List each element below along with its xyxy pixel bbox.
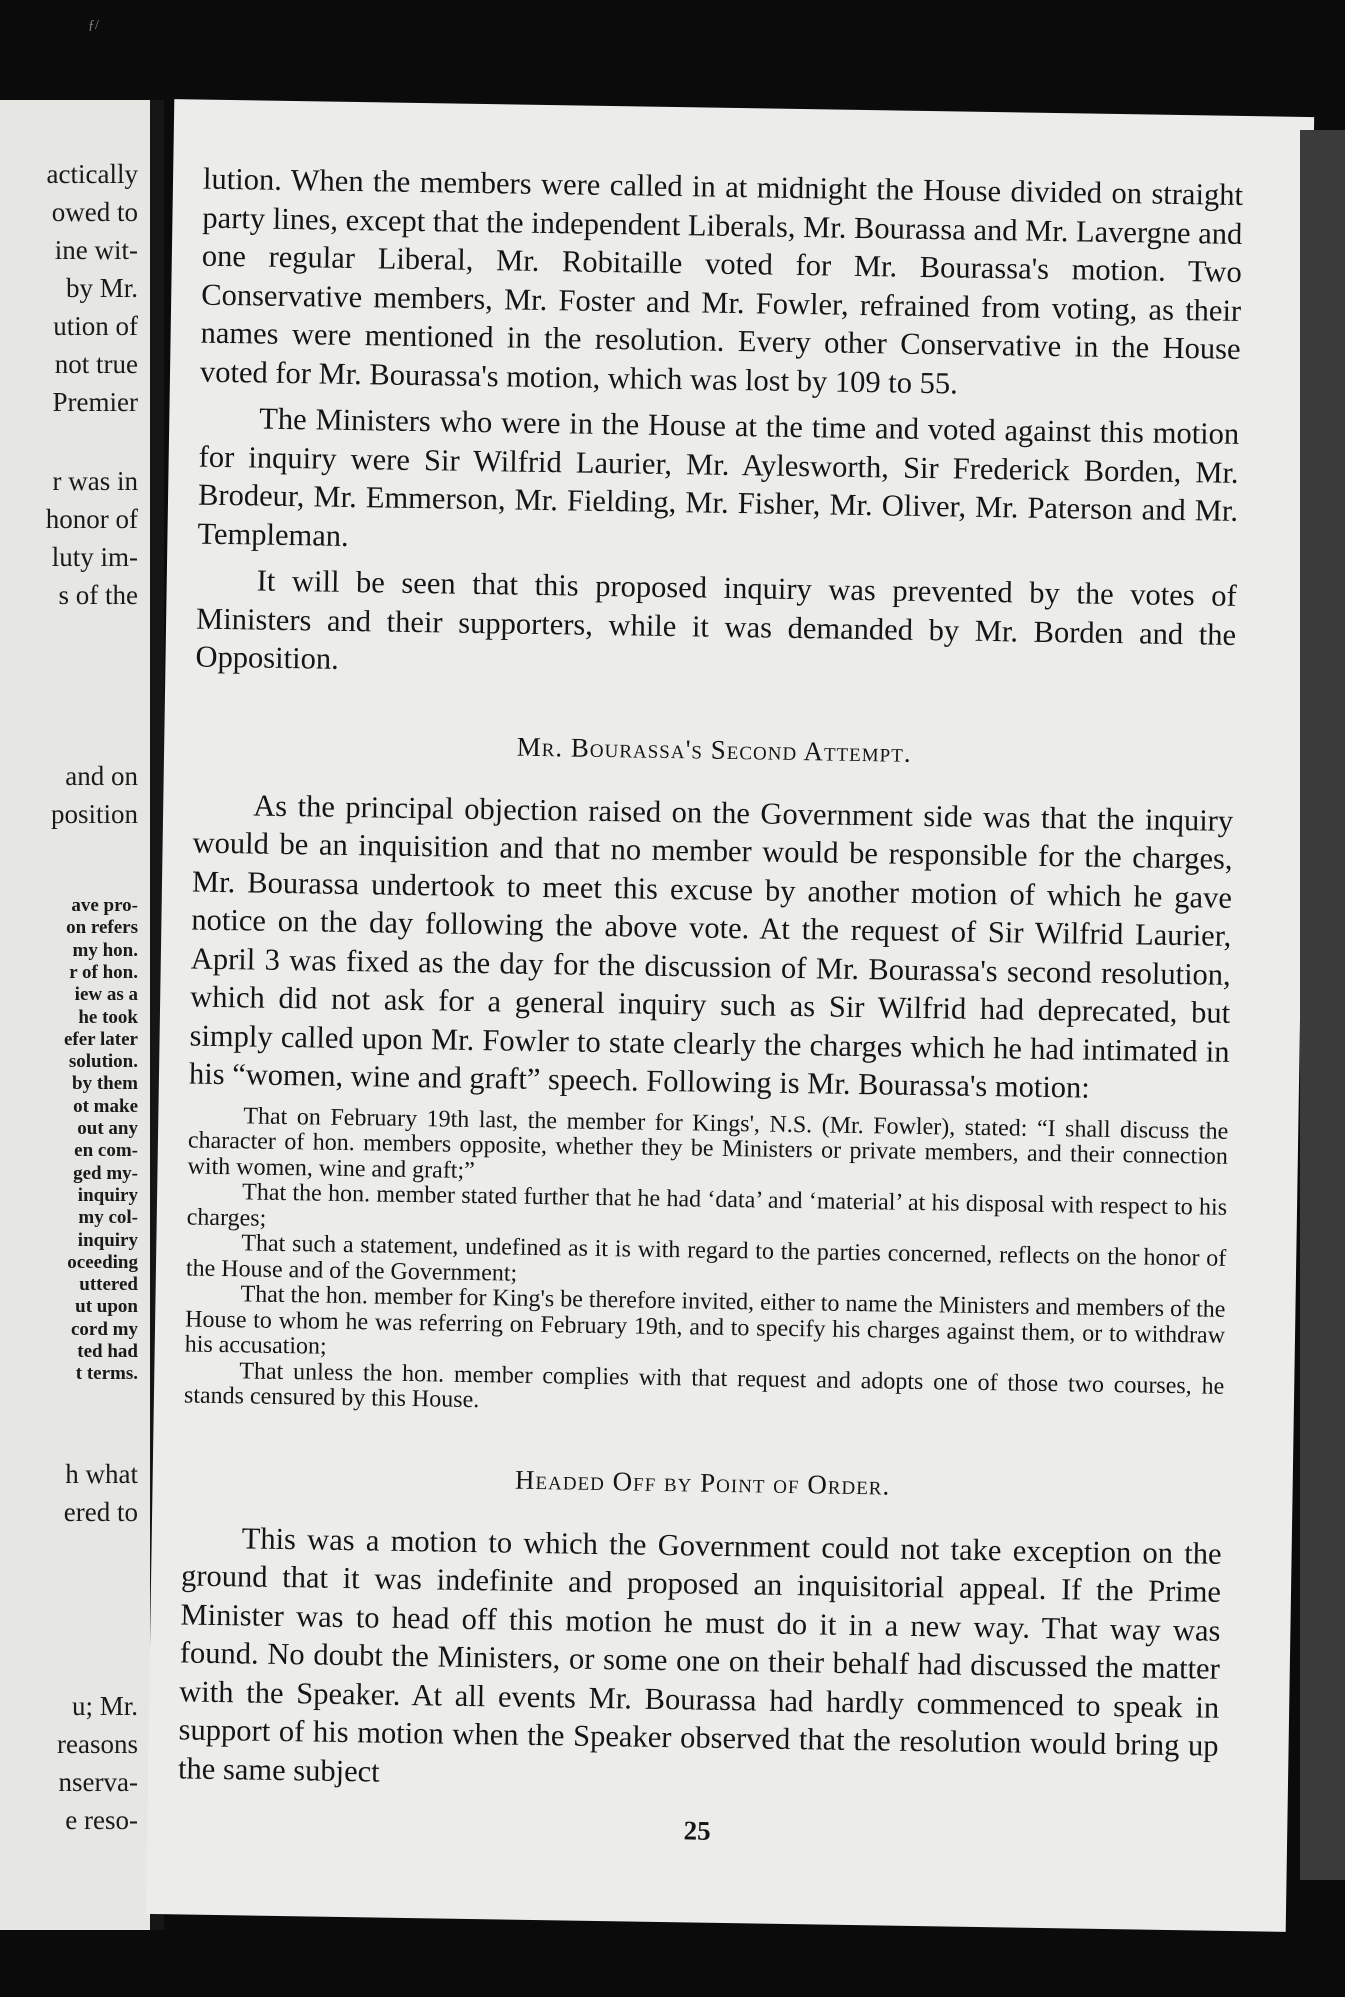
quote-clause: That the hon. member stated further that he had ‘data’ and ‘material’ at his disposal with respect to his charges; — [186, 1179, 1228, 1232]
left-page-line: ered to — [63, 1497, 138, 1527]
left-page-line: not true — [54, 349, 138, 379]
paragraph: As the principal objection raised on the Government side was that the inquiry would be an inquisition and that no member would be responsible for the charges, Mr. Bourassa undertook to meet this excuse by another motion of which he gave notice on the day following the above vote. At the request of Sir Wilfrid Laurier, April 3 was fixed as the day for the discussion of Mr. Bourassa's second resolution, which did not ask for a general inquiry such as Sir Wilfrid had deprecated, but simply called upon Mr. Fowler to state clearly the charges which he had intimated in his “women, wine and graft” speech. Following is Mr. Bourassa's motion: — [188, 787, 1234, 1105]
left-page-line: ted had — [77, 1341, 138, 1362]
left-page-line: out any — [77, 1118, 138, 1139]
left-page-line: r of hon. — [69, 961, 138, 983]
left-page-line: s of the — [58, 580, 138, 610]
left-page-line: e reso- — [65, 1805, 138, 1835]
left-page-line: uttered — [79, 1274, 138, 1296]
left-page-line: by Mr. — [65, 273, 138, 303]
left-page-line: t terms. — [75, 1363, 138, 1385]
left-page-line: inquiry — [77, 1184, 138, 1206]
left-page-line: honor of — [45, 504, 138, 534]
left-page-line: my hon. — [72, 939, 138, 961]
left-page-line: ave pro- — [71, 895, 138, 916]
left-page-line: iew as a — [74, 984, 138, 1006]
left-page-line: cord my — [70, 1318, 138, 1340]
left-page-line: by them — [72, 1073, 138, 1095]
paragraph: This was a motion to which the Government could not take exception on the ground that it was indefinite and proposed an inquisitorial appeal. If the Prime Minister was to head off this motion he must do it in a new way. That way was found. No doubt the Ministers, or some one on their behalf had discussed the matter with the Speaker. At all events Mr. Bourassa had hardly commenced to speak in support of his motion when the Speaker observed that the resolution would bring up the same subject — [177, 1520, 1222, 1789]
left-page-line: r was in — [52, 466, 138, 496]
left-page-line: ut upon — [75, 1296, 138, 1318]
page-content — [177, 160, 1243, 1855]
left-page-line: reasons — [57, 1729, 138, 1759]
left-page-line: ged my- — [73, 1162, 138, 1184]
left-page-line: and on — [65, 761, 138, 791]
left-page-line: oceeding — [67, 1251, 138, 1273]
quote-clause: That the hon. member for King's be therefore invited, either to name the Ministers and members of the House to whom he was referring on February 19th, and to specify his charges against them, or to withdraw his accusation; — [184, 1281, 1226, 1360]
top-mark: ƒ/ — [88, 18, 99, 33]
paragraph: lution. When the members were called in at midnight the House divided on straight party lines, except that the independent Liberals, Mr. Bourassa and Mr. Lavergne and one regular Liberal, Mr. Robitaille voted for Mr. Bourassa's motion. Two Conservative members, Mr. Foster and Mr. Fowler, refrained from voting, as their names were mentioned in the resolution. Every other Conservative in the House voted for Mr. Bourassa's motion, which was lost by 109 to 55. — [199, 161, 1244, 400]
section-heading: Mr. Bourassa's Second Attempt. — [516, 731, 912, 768]
page-number: 25 — [683, 1815, 711, 1846]
left-page-line: my col- — [78, 1207, 138, 1229]
left-page-line: nserva- — [58, 1767, 138, 1797]
paragraph: It will be seen that this proposed inquiry was prevented by the votes of Ministers and their supporters, while it was demanded by Mr. Borden and the Opposition. — [195, 563, 1237, 676]
left-page-line: solution. — [68, 1051, 138, 1073]
quote-clause: That unless the hon. member complies with that request and adopts one of those two courses, he stands censured by this House. — [183, 1357, 1225, 1414]
left-page-line: h what — [65, 1459, 138, 1489]
left-page-line: on refers — [66, 917, 138, 939]
quote-clause: That such a statement, undefined as it is with regard to the parties concerned, reflects on the honor of the House and of the Government; — [185, 1230, 1227, 1287]
main-page — [146, 99, 1314, 1932]
left-page-line: ine wit- — [54, 235, 138, 265]
page-edge-shadow — [1300, 130, 1345, 1880]
left-page-line: ution of — [53, 311, 138, 341]
quote-clause: That on February 19th last, the member for Kings', N.S. (Mr. Fowler), stated: “I shall discuss the character of hon. members opposite, whether they be Ministers or private members, and their connection with women, wine and graft;” — [187, 1102, 1229, 1184]
left-page-line: ot make — [73, 1095, 138, 1117]
left-page-line: position — [50, 799, 138, 829]
left-page-line: inquiry — [77, 1229, 138, 1251]
left-page-line: en com- — [74, 1140, 138, 1162]
left-page-line: Premier — [52, 387, 138, 417]
motion-quote — [184, 1103, 1229, 1425]
left-page-fragment — [0, 100, 150, 1930]
left-page-line: luty im- — [51, 542, 138, 572]
left-page-line: u; Mr. — [71, 1691, 138, 1721]
left-page-line: efer later — [63, 1028, 138, 1050]
left-page-line: owed to — [51, 197, 138, 227]
section-heading: Headed Off by Point of Order. — [514, 1464, 891, 1501]
left-page-line: he took — [78, 1006, 138, 1028]
paragraph: The Ministers who were in the House at the time and voted against this motion for inquiry were Sir Wilfrid Laurier, Mr. Aylesworth, Sir Frederick Borden, Mr. Brodeur, Mr. Emmerson, Mr. Fielding, Mr. Fisher, Mr. Oliver, Mr. Paterson and Mr. Templeman. — [197, 401, 1240, 553]
left-page-line: actically — [46, 159, 138, 189]
